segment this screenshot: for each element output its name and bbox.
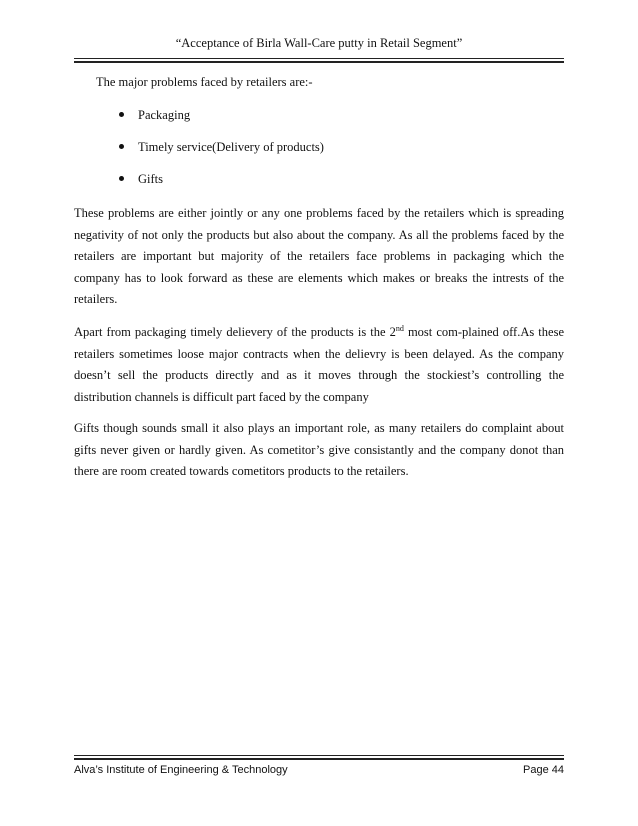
list-item (116, 171, 324, 203)
page-header-title: “Acceptance of Birla Wall-Care putty in Retail Segment” (175, 36, 463, 50)
header-divider-thin (74, 58, 564, 59)
footer-divider-thin (74, 755, 564, 756)
footer-institute: Alva’s Institute of Engineering & Technology (74, 764, 288, 776)
list-item-label: Packaging (138, 108, 191, 122)
bullet-icon (119, 176, 124, 181)
paragraph-gifts: Gifts though sounds small it also plays an important role, as many retailers do complaint about gifts never given or hardly given. As cometitor’s give consistantly and the company donot than there are room created towards cometitors products to the retailers. (74, 421, 564, 478)
ordinal-superscript: nd (395, 324, 404, 333)
header-divider-thick (74, 61, 564, 63)
list-item (116, 107, 324, 139)
list-item-label: Timely service(Delivery of products) (138, 140, 324, 154)
paragraph-delivery-rest: most com-plained off.As these retailers sometimes loose major contracts when the delievry is been delayed. As the company doesn’t sell the products directly and as it moves through the stockiest’s controlling the distribution channels is difficult part faced by the company (74, 325, 564, 404)
footer-page-number: Page 44 (523, 764, 564, 776)
bullet-icon (119, 144, 124, 149)
problem-list (116, 107, 324, 203)
paragraph-delivery-start: Apart from packaging timely delievery of the products is the 2 (74, 325, 396, 339)
list-item-label: Gifts (138, 172, 163, 186)
paragraph-problems: These problems are either jointly or any one problems faced by the retailers which is spreading negativity of not only the products but also about the company. As all the problems faced by the retailers are important but majority of the retailers face problems in packaging which the company has to look forward as these are elements which makes or breaks the intrests of the retailers. (74, 206, 564, 306)
paragraph-delivery (74, 322, 564, 408)
intro-text: The major problems faced by retailers are:- (96, 75, 313, 89)
bullet-icon (119, 112, 124, 117)
footer-divider-thick (74, 758, 564, 760)
list-item (116, 139, 324, 171)
